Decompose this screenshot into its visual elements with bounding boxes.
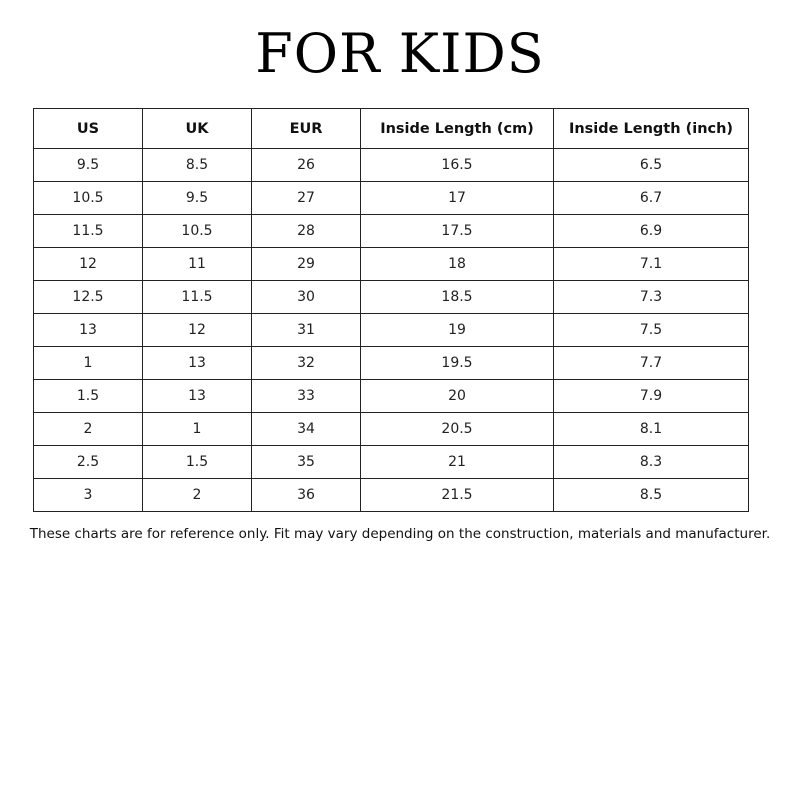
cell-uk: 12 [143,314,252,347]
cell-us: 9.5 [34,149,143,182]
table-row [34,380,749,413]
cell-us: 2.5 [34,446,143,479]
cell-inside-length-cm: 20 [361,380,554,413]
cell-inside-length-inch: 8.3 [554,446,749,479]
cell-inside-length-inch: 7.9 [554,380,749,413]
cell-inside-length-inch: 6.7 [554,182,749,215]
column-header-eur: EUR [252,109,361,149]
cell-eur: 29 [252,248,361,281]
cell-eur: 33 [252,380,361,413]
table-row [34,314,749,347]
cell-inside-length-cm: 19 [361,314,554,347]
cell-eur: 31 [252,314,361,347]
column-header-us: US [34,109,143,149]
cell-eur: 34 [252,413,361,446]
cell-inside-length-inch: 7.5 [554,314,749,347]
header-row [34,109,749,149]
cell-uk: 11 [143,248,252,281]
cell-us: 12.5 [34,281,143,314]
cell-eur: 32 [252,347,361,380]
cell-us: 10.5 [34,182,143,215]
size-chart-table [33,108,749,512]
cell-inside-length-inch: 7.3 [554,281,749,314]
cell-us: 1.5 [34,380,143,413]
cell-uk: 10.5 [143,215,252,248]
cell-inside-length-cm: 18.5 [361,281,554,314]
cell-uk: 13 [143,380,252,413]
cell-us: 12 [34,248,143,281]
cell-us: 11.5 [34,215,143,248]
cell-inside-length-cm: 21.5 [361,479,554,512]
table-row [34,413,749,446]
cell-inside-length-cm: 20.5 [361,413,554,446]
cell-uk: 1 [143,413,252,446]
cell-uk: 8.5 [143,149,252,182]
cell-inside-length-cm: 21 [361,446,554,479]
table-row [34,347,749,380]
cell-uk: 11.5 [143,281,252,314]
table-row [34,248,749,281]
cell-us: 13 [34,314,143,347]
cell-eur: 35 [252,446,361,479]
cell-uk: 2 [143,479,252,512]
table-row [34,281,749,314]
cell-eur: 27 [252,182,361,215]
table-row [34,446,749,479]
cell-inside-length-inch: 7.7 [554,347,749,380]
cell-us: 2 [34,413,143,446]
cell-inside-length-inch: 8.1 [554,413,749,446]
cell-eur: 30 [252,281,361,314]
cell-inside-length-cm: 18 [361,248,554,281]
cell-inside-length-inch: 6.9 [554,215,749,248]
cell-inside-length-inch: 8.5 [554,479,749,512]
disclaimer-text: These charts are for reference only. Fit may vary depending on the construction, materials and manufacturer. [29,526,771,542]
column-header-uk: UK [143,109,252,149]
cell-inside-length-cm: 17 [361,182,554,215]
cell-inside-length-cm: 17.5 [361,215,554,248]
column-header-inside-length-cm: Inside Length (cm) [361,109,554,149]
cell-us: 1 [34,347,143,380]
cell-eur: 26 [252,149,361,182]
page-title: FOR KIDS [255,22,545,85]
cell-eur: 28 [252,215,361,248]
column-header-inside-length-inch: Inside Length (inch) [554,109,749,149]
cell-inside-length-cm: 19.5 [361,347,554,380]
cell-inside-length-cm: 16.5 [361,149,554,182]
cell-uk: 1.5 [143,446,252,479]
cell-uk: 9.5 [143,182,252,215]
table-row [34,182,749,215]
cell-eur: 36 [252,479,361,512]
table-row [34,149,749,182]
table-row [34,479,749,512]
size-chart-body [34,149,749,512]
cell-inside-length-inch: 7.1 [554,248,749,281]
table-row [34,215,749,248]
cell-inside-length-inch: 6.5 [554,149,749,182]
cell-uk: 13 [143,347,252,380]
cell-us: 3 [34,479,143,512]
